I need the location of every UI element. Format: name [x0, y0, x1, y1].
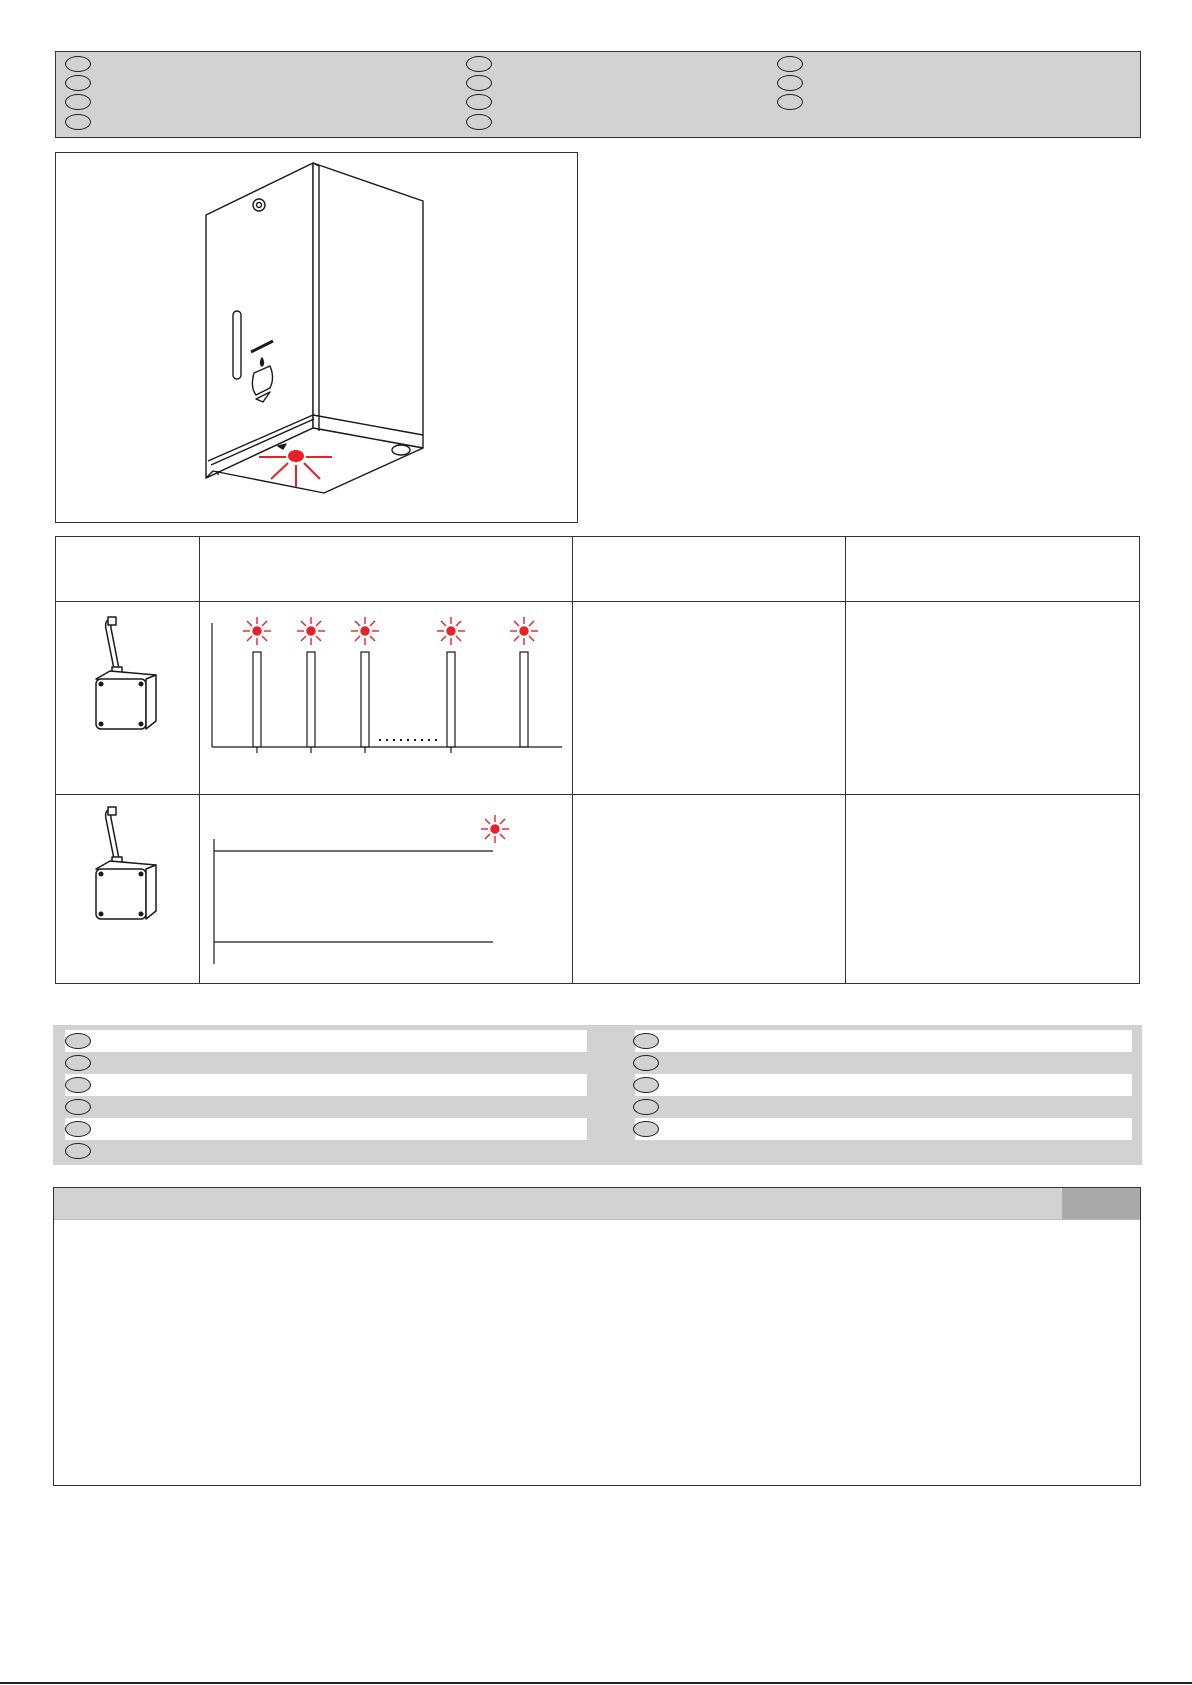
language-badge — [777, 75, 803, 91]
led-flash-icon — [351, 617, 379, 645]
sensor-control-box-icon — [86, 609, 166, 731]
product-figure — [55, 152, 578, 523]
language-badge — [65, 94, 91, 110]
blinking-signal-diagram — [206, 609, 566, 789]
language-badge — [65, 56, 91, 72]
steady-signal-diagram — [206, 799, 566, 979]
info-panel-header — [54, 1188, 1140, 1220]
info-panel — [53, 1187, 1141, 1486]
led-status-table — [55, 536, 1140, 984]
soap-dispenser-illustration — [56, 153, 577, 522]
sensor-control-box-icon — [86, 799, 166, 921]
led-flash-icon — [510, 617, 538, 645]
language-badge — [65, 1077, 91, 1093]
language-badge — [65, 1033, 91, 1049]
language-badge — [633, 1077, 659, 1093]
led-flash-icon — [481, 815, 509, 843]
language-badge — [466, 94, 492, 110]
language-badge — [633, 1033, 659, 1049]
led-flash-icon — [243, 617, 271, 645]
language-selector-top — [55, 51, 1141, 138]
language-badge — [466, 56, 492, 72]
language-badge — [65, 1121, 91, 1137]
language-badge — [65, 1143, 91, 1159]
language-selector-bottom — [53, 1025, 1142, 1165]
language-badge — [777, 94, 803, 110]
led-flash-icon — [297, 617, 325, 645]
language-badge — [633, 1121, 659, 1137]
info-panel-tab — [1062, 1188, 1140, 1219]
language-badge — [65, 1099, 91, 1115]
language-badge — [633, 1055, 659, 1071]
language-badge — [65, 114, 91, 130]
language-badge — [65, 75, 91, 91]
language-badge — [466, 114, 492, 130]
language-badge — [777, 56, 803, 72]
led-flash-icon — [437, 617, 465, 645]
language-badge — [633, 1099, 659, 1115]
language-badge — [65, 1055, 91, 1071]
language-badge — [466, 75, 492, 91]
footer-rule — [0, 1682, 1192, 1684]
